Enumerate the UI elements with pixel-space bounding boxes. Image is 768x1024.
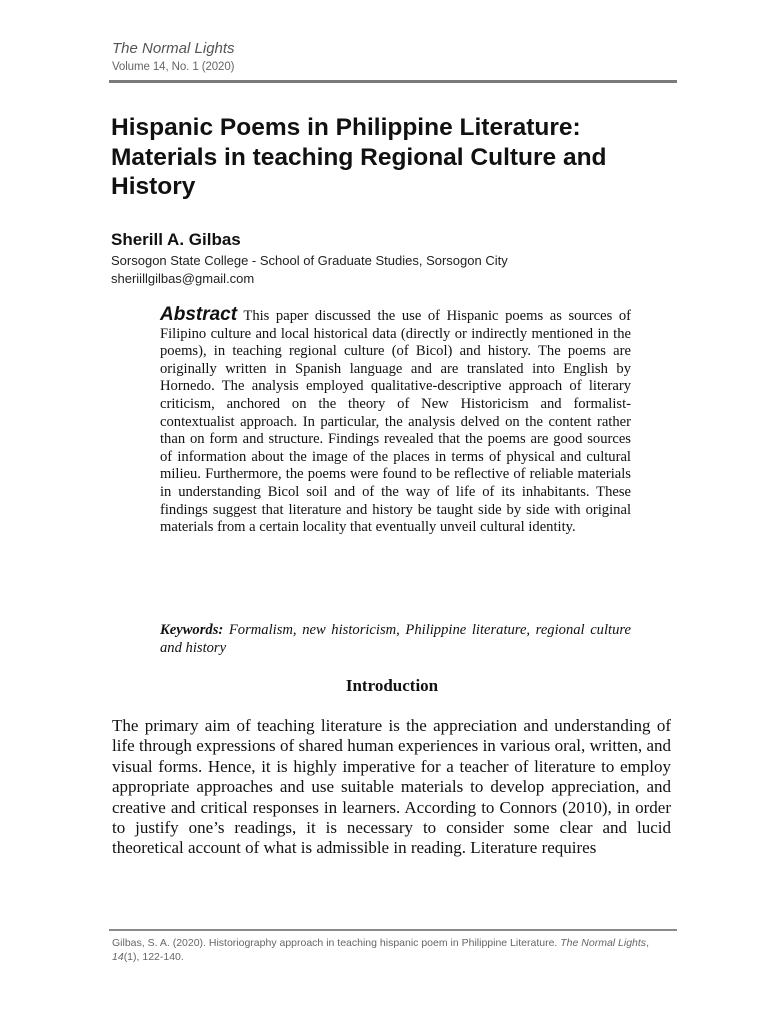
keywords-text: Formalism, new historicism, Philippine literature, regional culture and history [160,622,632,656]
keywords-block [160,621,631,657]
footer-journal: The Normal Lights [560,937,647,949]
footer-citation [112,936,674,964]
article-title: Hispanic Poems in Philippine Literature: Materials in teaching Regional Culture and History [111,114,607,200]
footer-citation-prefix: Gilbas, S. A. (2020). Historiography approach in teaching hispanic poem in Philippine Literature. [112,937,561,949]
introduction-paragraph: The primary aim of teaching literature is the appreciation and understanding of life through expressions of shared human experiences in various oral, written, and visual forms. Hence, it is highly imperative for a teacher of literature to employ appropriate approaches and use suitable materials to develop appreciation, and creative and critical responses in learners. According to Connors (2010), in order to justify one’s readings, it is necessary to consider some clear and lucid theoretical account of what is admissible in reading. Literature requires [112,716,671,858]
journal-volume: Volume 14, No. 1 (2020) [112,61,235,73]
author-email[interactable]: sheriillgilbas@gmail.com [111,271,255,286]
journal-name: The Normal Lights [112,40,235,57]
abstract-label: Abstract [160,304,238,325]
header-divider [109,80,677,83]
abstract-block [160,306,631,537]
abstract-text: This paper discussed the use of Hispanic poems as sources of Filipino culture and local historical data (directly or indirectly mentioned in the poems), in teaching regional culture (of Bicol) and history. The poems are originally written in Spanish language and are translated into English by Hornedo. The analysis employed qualitative-descriptive approach of literary criticism, anchored on the theory of New Historicism and formalist-contextualist approach. In particular, the analysis delved on the content rather than on form and structure. Findings revealed that the poems are good sources of information about the image of the places in terms of physical and cultural milieu. Furthermore, the poems were found to be reflective of reliable materials in understanding Bicol soil and of the way of life of its inhabitants. These findings suggest that literature and history be taught side by side with original materials from a certain locality that eventually unveil cultural identity. [160,308,631,536]
footer-volume-separator: , [646,937,649,949]
author-name: Sherill A. Gilbas [111,230,241,249]
section-heading-introduction: Introduction [345,676,439,695]
footer-divider [109,929,677,931]
footer-volume: 14 [112,951,124,963]
keywords-label: Keywords: [160,622,224,638]
footer-issue-pages: (1), 122-140. [123,951,184,963]
author-affiliation: Sorsogon State College - School of Graduate Studies, Sorsogon City [111,253,508,268]
